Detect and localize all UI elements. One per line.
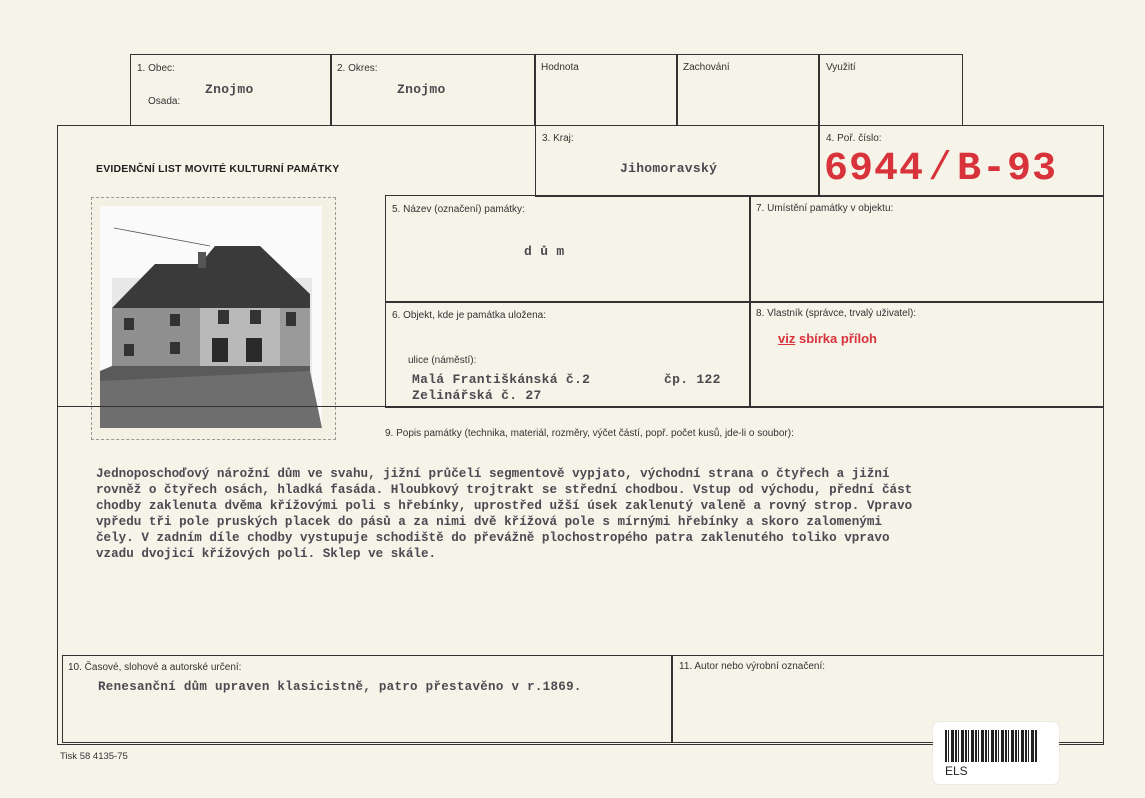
zachovani-label: Zachování [683,62,730,73]
umisteni-label: 7. Umístění památky v objektu: [756,203,894,214]
objekt-cp: čp. 122 [664,372,721,387]
registration-number-right: B-93 [957,147,1058,192]
popis-text [96,466,1046,562]
kraj-label: 3. Kraj: [542,133,574,144]
vyuziti-label: Využití [826,62,856,73]
kraj-value: Jihomoravský [620,161,718,176]
popis-top-rule [57,406,1104,407]
registration-slash: / [928,147,954,192]
popis-line: chodby zaklenuta dvěma křížovými poli s hřebínky, uprostřed užší úsek zaklenutý valeně a rovný strop. Vpravo [96,499,913,513]
registration-number-left: 6944 [824,147,925,192]
popis-label: 9. Popis památky (technika, materiál, rozměry, výčet částí, popř. počet kusů, jde-li o soubor): [385,428,794,439]
okres-label: 2. Okres: [337,63,378,74]
barcode-icon [945,730,1037,762]
osada-label: Osada: [148,96,181,107]
por-cislo-label: 4. Poř. číslo: [826,133,882,144]
owner-stamp-part1: viz [778,331,796,346]
building-photo [100,206,322,428]
print-code: Tisk 58 4135-75 [60,751,128,762]
urceni-label: 10. Časové, slohové a autorské určení: [68,662,242,673]
popis-line: vzadu dvojicí křížových polí. Sklep ve skále. [96,547,437,561]
popis-line: čely. V zadním díle chodby vystupuje schodiště do převážně plochostropého patra zaklenutého toliko vpravo [96,531,890,545]
obec-label: 1. Obec: [137,63,175,74]
barcode-label: ELS [945,764,968,778]
urceni-value: Renesanční dům upraven klasicistně, patro přestavěno v r.1869. [98,680,582,694]
autor-label: 11. Autor nebo výrobní označení: [679,661,826,672]
ulice-label: ulice (náměstí): [408,355,477,366]
objekt-street-1: Malá Františkánská č.2 [412,372,591,387]
popis-line: vpředu tři pole pruských placek do pásů a za nimi dvě křížová pole s mírnými hřebínky a skoro zalomenými [96,515,882,529]
building-photo-image [100,206,322,428]
owner-stamp-part2: sbírka příloh [798,331,877,346]
popis-line: rovněž o čtyřech osách, hladká fasáda. Hloubkový trojtrakt se střední chodbou. Vstup od východu, přední část [96,483,913,497]
objekt-label: 6. Objekt, kde je památka uložena: [392,310,546,321]
nazev-value: d ů m [524,244,565,259]
nazev-label: 5. Název (označení) památky: [392,204,525,215]
vlastnik-label: 8. Vlastník (správce, trvalý uživatel): [756,308,917,319]
okres-value: Znojmo [397,82,446,97]
objekt-street-2: Zelinářská č. 27 [412,388,542,403]
hodnota-label: Hodnota [541,62,579,73]
barcode-sticker [933,722,1059,784]
obec-value: Znojmo [205,82,254,97]
form-title: EVIDENČNÍ LIST MOVITÉ KULTURNÍ PAMÁTKY [96,163,340,175]
registration-number [824,148,1057,192]
owner-stamp [778,331,877,346]
popis-line: Jednoposchoďový nárožní dům ve svahu, jižní průčelí segmentově vypjato, východní strana o čtyřech a jižní [96,467,890,481]
